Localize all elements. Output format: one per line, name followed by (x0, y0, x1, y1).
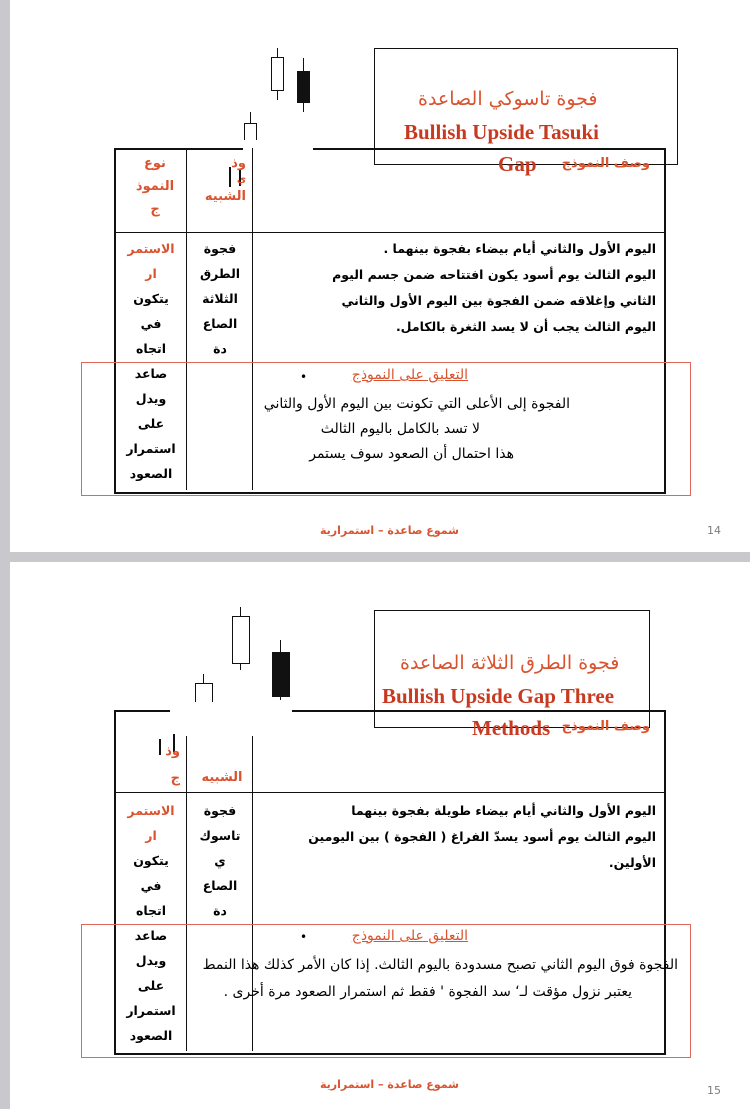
bullet-icon: • (300, 370, 308, 384)
black-candle (272, 652, 290, 697)
header-pattern-type: وذ ج (165, 744, 180, 786)
pattern-title-english-cont: Gap (498, 152, 537, 176)
comment-heading: التعليق على النموذج (351, 367, 468, 383)
comment-text: يعتبر نزول مؤقت لـ‘ سد الفجوة ' فقط ثم استمرار الصعود مرة أخرى . (223, 984, 632, 1000)
header-similar-pattern: الشبيه (201, 770, 243, 785)
header-pattern-type: نوع النموذ ج (135, 156, 175, 217)
comment-text: هذا احتمال أن الصعود سوف يستمر (309, 446, 514, 462)
pattern-description: اليوم الأول والثاني أيام بيضاء طويلة بفجوة بينهما اليوم الثالث يوم أسود يسدّ الفراغ ( الفجوة ) بين اليومين الأولين. (308, 803, 656, 870)
similar-pattern-cell: فجوة الطرق الثلاثة الصاع دة (199, 241, 241, 356)
similar-pattern-cell: فجوة تاسوك ي الصاع دة (199, 803, 241, 918)
pattern-title-english: Bullish Upside Tasuki (404, 120, 599, 144)
table-divider (114, 792, 664, 793)
black-candle (297, 71, 310, 103)
header-similar-pattern: وذ ي الشبيه (204, 156, 246, 204)
comment-text: الفجوة إلى الأعلى التي تكونت بين اليوم الأول والثاني (263, 396, 570, 412)
pattern-type-cell: الاستمر ار يتكون في اتجاه صاعد ويدل على استمرار الصعود (126, 803, 176, 1043)
pattern-description: اليوم الأول والثاني أيام بيضاء بفجوة بينهما . اليوم الثالث يوم أسود يكون افتتاحه ضمن جسم اليوم الثاني وإغلاقه ضمن الفجوة بين اليوم الأول والثاني اليوم الثالث يجب أن لا يسد الثغرة بالكامل. (332, 241, 656, 334)
comment-heading: التعليق على النموذج (351, 928, 468, 944)
bullet-icon: • (300, 930, 308, 944)
header-pattern-description: وصف النموذج (561, 719, 650, 734)
pattern-title-arabic: فجوة الطرق الثلاثة الصاعدة (400, 652, 620, 674)
slide-14 (10, 0, 750, 552)
page-number: 14 (707, 524, 721, 537)
table-divider (114, 232, 664, 233)
pattern-type-cell: الاستمر ار يتكون في اتجاه صاعد ويدل على استمرار الصعود (126, 241, 176, 481)
header-pattern-description: وصف النموذج (561, 156, 650, 171)
comment-text: لا تسد بالكامل باليوم الثالث (320, 421, 480, 437)
pattern-title-arabic: فجوة تاسوكي الصاعدة (418, 88, 598, 110)
pattern-title-english: Bullish Upside Gap Three (382, 684, 615, 708)
slide-footer: شموع صاعدة – استمرارية (320, 524, 459, 537)
slide-footer: شموع صاعدة – استمرارية (320, 1078, 459, 1091)
comment-text: الفجوة فوق اليوم الثاني تصبح مسدودة باليوم الثالث. إذا كان الأمر كذلك هذا النمط (202, 957, 678, 973)
page-number: 15 (707, 1084, 721, 1097)
pattern-title-english-cont: Methods (472, 716, 551, 740)
white-candle (232, 616, 250, 664)
white-candle (271, 57, 284, 91)
slide-15 (10, 562, 750, 1109)
